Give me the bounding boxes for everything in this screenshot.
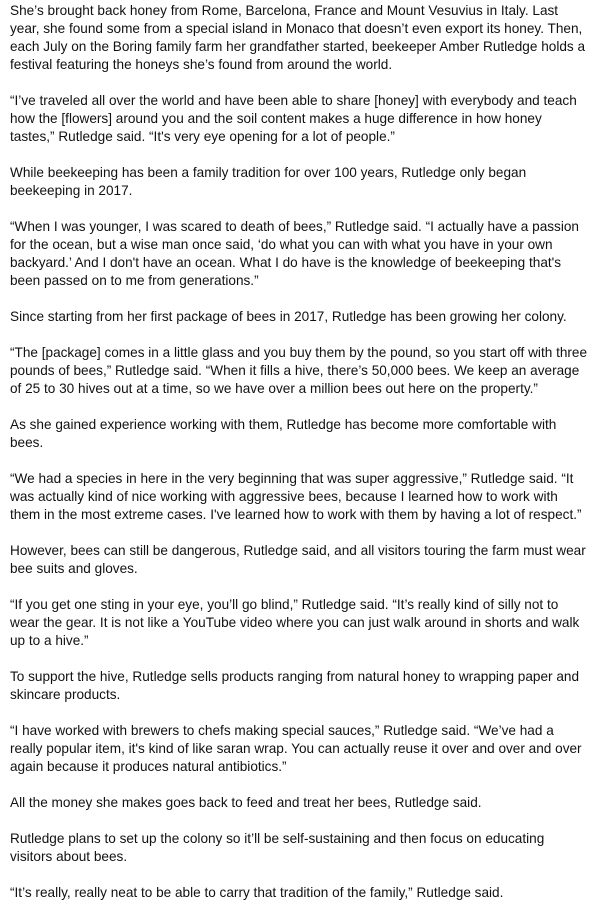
paragraph-2: “I’ve traveled all over the world and have been able to share [honey] with everybody and teach how the [flowers] around you and the soil content makes a huge difference in how honey tastes,” Rutledge said. “It's very eye opening for a lot of people.” — [10, 93, 577, 144]
paragraph-12: “I have worked with brewers to chefs making special sauces,” Rutledge said. “We’ve had a really popular item, it's kind of like saran wrap. You can actually reuse it over and over and over again because it produces natural antibiotics.” — [10, 723, 582, 774]
paragraph-5: Since starting from her first package of bees in 2017, Rutledge has been growing her colony. — [10, 309, 567, 324]
paragraph-10: “If you get one sting in your eye, you’ll go blind,” Rutledge said. “It’s really kind of silly not to wear the gear. It is not like a YouTube video where you can just walk around in shorts and walk up to a hive.” — [10, 597, 580, 648]
paragraph-9: However, bees can still be dangerous, Rutledge said, and all visitors touring the farm must wear bee suits and gloves. — [10, 543, 586, 576]
paragraph-15: “It’s really, really neat to be able to carry that tradition of the family,” Rutledge said. — [10, 885, 504, 900]
paragraph-6: “The [package] comes in a little glass and you buy them by the pound, so you start off with three pounds of bees,” Rutledge said. “When it fills a hive, there’s 50,000 bees. We keep an average of 25 to 30 hives out at a time, so we have over a million bees out here on the property.” — [10, 345, 588, 396]
paragraph-4: “When I was younger, I was scared to death of bees,” Rutledge said. “I actually have a passion for the ocean, but a wise man once said, ‘do what you can with what you have in your own backyard.’ And I don't have an ocean. What I do have is the knowledge of beekeeping that's been passed on to me from generations.” — [10, 219, 579, 288]
paragraph-8: “We had a species in here in the very beginning that was super aggressive,” Rutledge said. “It was actually kind of nice working with aggressive bees, because I learned how to work with them in the most extreme cases. I've learned how to work with them by having a lot of respect.” — [10, 471, 582, 522]
paragraph-1: She’s brought back honey from Rome, Barcelona, France and Mount Vesuvius in Italy. Last year, she found some from a special island in Monaco that doesn’t even export its honey. Then, each July on the Boring family farm her grandfather started, beekeeper Amber Rutledge holds a festival featuring the honeys she’s found from around the world. — [10, 3, 586, 72]
paragraph-13: All the money she makes goes back to feed and treat her bees, Rutledge said. — [10, 795, 482, 810]
paragraph-14: Rutledge plans to set up the colony so it’ll be self-sustaining and then focus on educating visitors about bees. — [10, 831, 545, 864]
paragraph-11: To support the hive, Rutledge sells products ranging from natural honey to wrapping paper and skincare products. — [10, 669, 580, 702]
paragraph-3: While beekeeping has been a family tradition for over 100 years, Rutledge only began beekeeping in 2017. — [10, 165, 527, 198]
paragraph-7: As she gained experience working with them, Rutledge has become more comfortable with bees. — [10, 417, 557, 450]
